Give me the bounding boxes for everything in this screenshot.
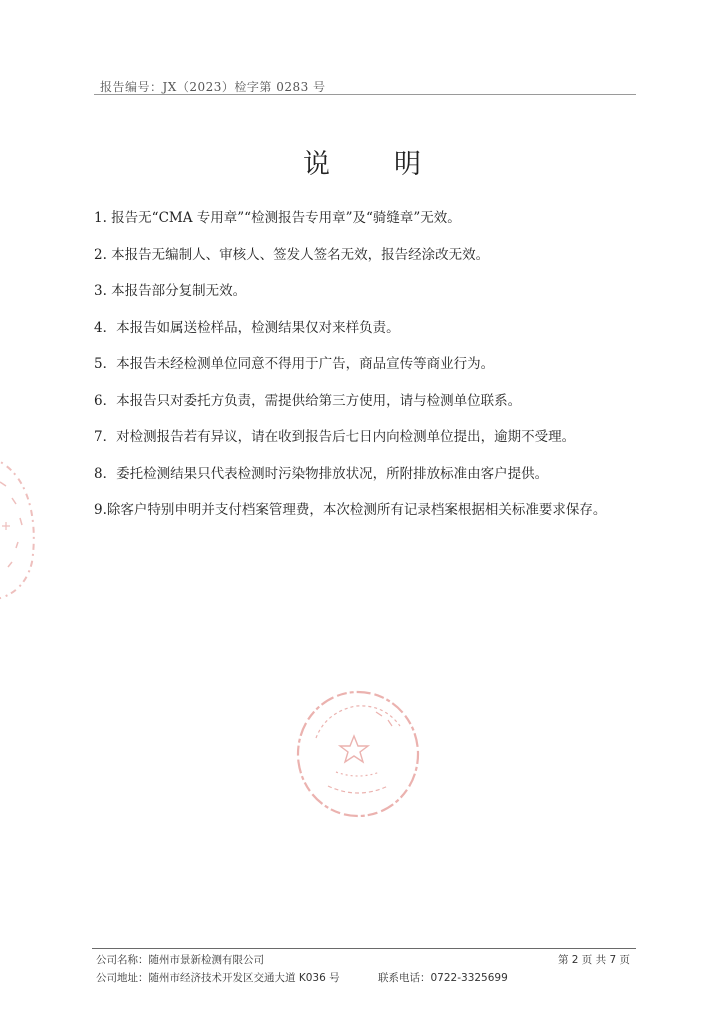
page-number: 第 2 页 共 7 页	[557, 954, 630, 966]
note-item: 5．本报告未经检测单位同意不得用于广告，商品宣传等商业行为。	[94, 356, 495, 372]
title-char-2: 明	[394, 149, 421, 180]
company-address: 公司地址：随州市经济技术开发区交通大道 K036 号	[96, 972, 340, 984]
title-char-1: 说	[303, 149, 330, 180]
note-item: 1. 报告无“CMA 专用章”“检测报告专用章”及“骑缝章”无效。	[94, 210, 461, 226]
note-item: 7．对检测报告若有异议，请在收到报告后七日内向检测单位提出，逾期不受理。	[94, 429, 576, 445]
company-seal	[292, 686, 424, 822]
report-number: 报告编号：JX（2023）检字第 0283 号	[100, 80, 326, 94]
header-divider	[94, 94, 636, 95]
company-name: 公司名称：随州市景新检测有限公司	[96, 954, 264, 966]
note-item: 4．本报告如属送检样品，检测结果仅对来样负责。	[94, 319, 400, 336]
note-item: 2. 本报告无编制人、审核人、签发人签名无效，报告经涂改无效。	[94, 246, 490, 263]
page-title	[0, 142, 724, 181]
note-item: 6．本报告只对委托方负责，需提供给第三方使用，请与检测单位联系。	[94, 392, 522, 409]
notes-list	[94, 206, 654, 535]
note-item: 9.除客户特别申明并支付档案管理费，本次检测所有记录档案根据相关标准要求保存。	[94, 502, 607, 518]
contact-phone: 联系电话：0722-3325699	[378, 972, 508, 984]
note-item: 3. 本报告部分复制无效。	[94, 283, 247, 299]
seam-stamp	[0, 452, 42, 602]
page-footer	[96, 951, 636, 987]
footer-divider	[92, 948, 636, 949]
note-item: 8．委托检测结果只代表检测时污染物排放状况，所附排放标准由客户提供。	[94, 465, 549, 482]
